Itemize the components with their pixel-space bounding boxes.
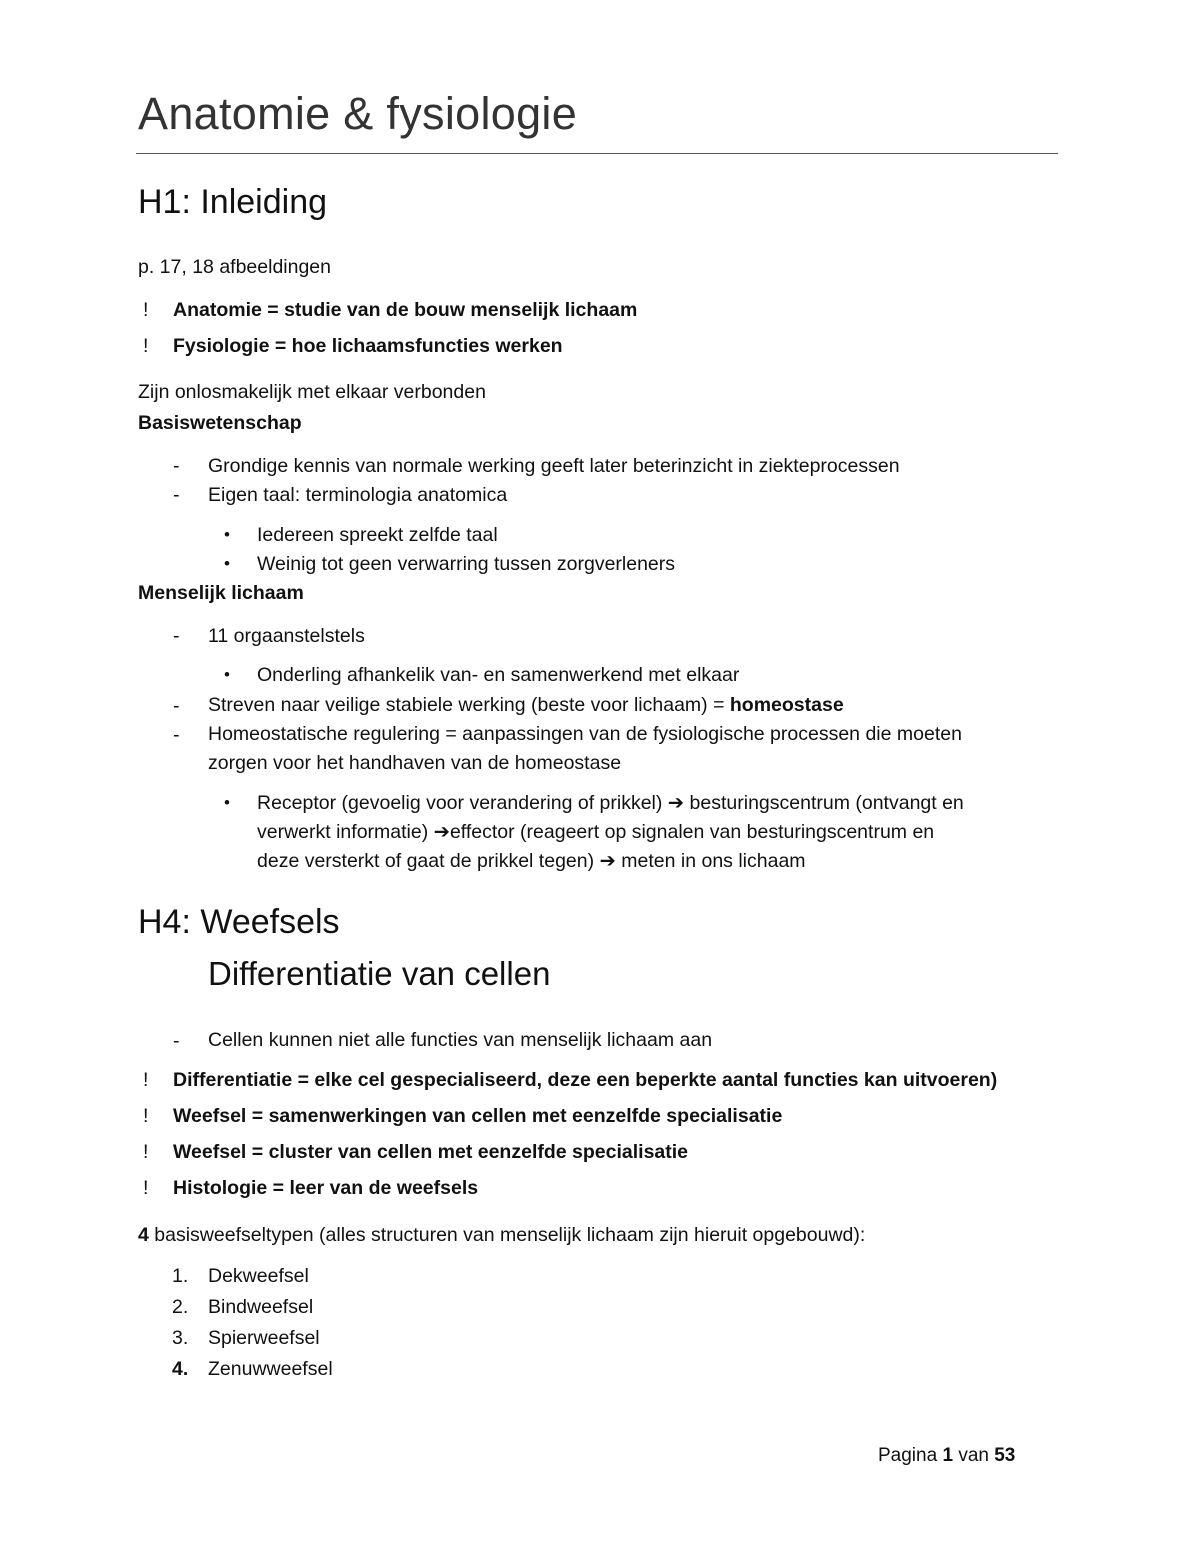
bullet-marker: •: [224, 665, 230, 684]
dash-marker: -: [173, 484, 180, 506]
paragraph-basisweefseltypen: [138, 1221, 865, 1249]
list-item: Cellen kunnen niet alle functies van menselijk lichaam aan: [208, 1029, 713, 1051]
dash-marker: -: [173, 1030, 180, 1052]
exclamation-marker: !: [143, 1105, 149, 1127]
list-item: Dekweefsel: [208, 1265, 309, 1287]
list-item: Receptor (gevoelig voor verandering of prikkel) ➔ besturingscentrum (ontvangt en: [257, 792, 964, 814]
exclamation-marker: !: [143, 1141, 149, 1163]
definition-fysiologie: Fysiologie = hoe lichaamsfuncties werken: [173, 335, 563, 357]
definition-histologie: Histologie = leer van de weefsels: [173, 1177, 479, 1199]
footer-current-page: 1: [942, 1445, 954, 1466]
definition-anatomie: Anatomie = studie van de bouw menselijk lichaam: [173, 299, 638, 321]
basisweefsel-text: basisweefseltypen (alles structuren van menselijk lichaam zijn hieruit opgebouwd):: [148, 1224, 866, 1246]
streven-text: Streven naar veilige stabiele werking (beste voor lichaam) =: [208, 694, 730, 716]
footer-label: Pagina: [878, 1445, 938, 1466]
list-number: 4.: [172, 1358, 189, 1380]
list-item-homeostase: [208, 691, 844, 720]
bullet-marker: •: [224, 554, 230, 573]
footer-total-pages: 53: [994, 1445, 1016, 1466]
bullet-marker: •: [224, 525, 230, 544]
subheading-menselijk-lichaam: Menselijk lichaam: [138, 582, 304, 604]
title-divider: [136, 153, 1058, 154]
list-item: 11 orgaanstelstels: [208, 625, 365, 647]
list-item: Spierweefsel: [208, 1327, 320, 1349]
list-item: Weinig tot geen verwarring tussen zorgverleners: [257, 553, 676, 575]
list-number: 1.: [172, 1265, 189, 1287]
homeostase-term: homeostase: [729, 694, 844, 716]
heading-differentiatie: Differentiatie van cellen: [208, 955, 551, 992]
definition-weefsel-cluster: Weefsel = cluster van cellen met eenzelfde specialisatie: [173, 1141, 689, 1163]
list-item-continuation: verwerkt informatie) ➔effector (reageert op signalen van besturingscentrum en: [257, 821, 935, 843]
page-reference: p. 17, 18 afbeeldingen: [138, 256, 332, 278]
list-item: Onderling afhankelik van- en samenwerkend met elkaar: [257, 664, 740, 686]
list-item-continuation: zorgen voor het handhaven van de homeostase: [208, 752, 622, 774]
exclamation-marker: !: [143, 335, 149, 357]
list-item: Zenuwweefsel: [208, 1358, 333, 1380]
dash-marker: -: [173, 455, 180, 477]
list-item-continuation: deze versterkt of gaat de prikkel tegen) ➔ meten in ons lichaam: [257, 850, 806, 872]
page-footer: [878, 1445, 1015, 1467]
list-item: Iedereen spreekt zelfde taal: [257, 524, 498, 546]
dash-marker: -: [173, 724, 180, 746]
dash-marker: -: [173, 695, 180, 717]
list-item: Homeostatische regulering = aanpassingen van de fysiologische processen die moeten: [208, 723, 962, 745]
footer-of: van: [958, 1445, 989, 1466]
list-number: 3.: [172, 1327, 189, 1349]
basisweefsel-count: 4: [138, 1224, 149, 1246]
document-title: Anatomie & fysiologie: [138, 88, 578, 139]
list-item: Bindweefsel: [208, 1296, 314, 1318]
dash-marker: -: [173, 625, 180, 647]
exclamation-marker: !: [143, 1069, 149, 1091]
list-item: Eigen taal: terminologia anatomica: [208, 484, 508, 506]
exclamation-marker: !: [143, 299, 149, 321]
list-number: 2.: [172, 1296, 189, 1318]
subheading-basiswetenschap: Basiswetenschap: [138, 412, 302, 434]
paragraph-onlosmakelijk: Zijn onlosmakelijk met elkaar verbonden: [138, 381, 486, 403]
heading-h4-weefsels: H4: Weefsels: [138, 903, 340, 941]
exclamation-marker: !: [143, 1177, 149, 1199]
definition-differentiatie: Differentiatie = elke cel gespecialiseerd, deze een beperkte aantal functies kan uitvoeren): [173, 1069, 998, 1091]
list-item: Grondige kennis van normale werking geeft later beterinzicht in ziekteprocessen: [208, 455, 900, 477]
bullet-marker: •: [224, 793, 230, 812]
heading-h1-inleiding: H1: Inleiding: [138, 183, 328, 221]
definition-weefsel-samenwerking: Weefsel = samenwerkingen van cellen met eenzelfde specialisatie: [173, 1105, 783, 1127]
